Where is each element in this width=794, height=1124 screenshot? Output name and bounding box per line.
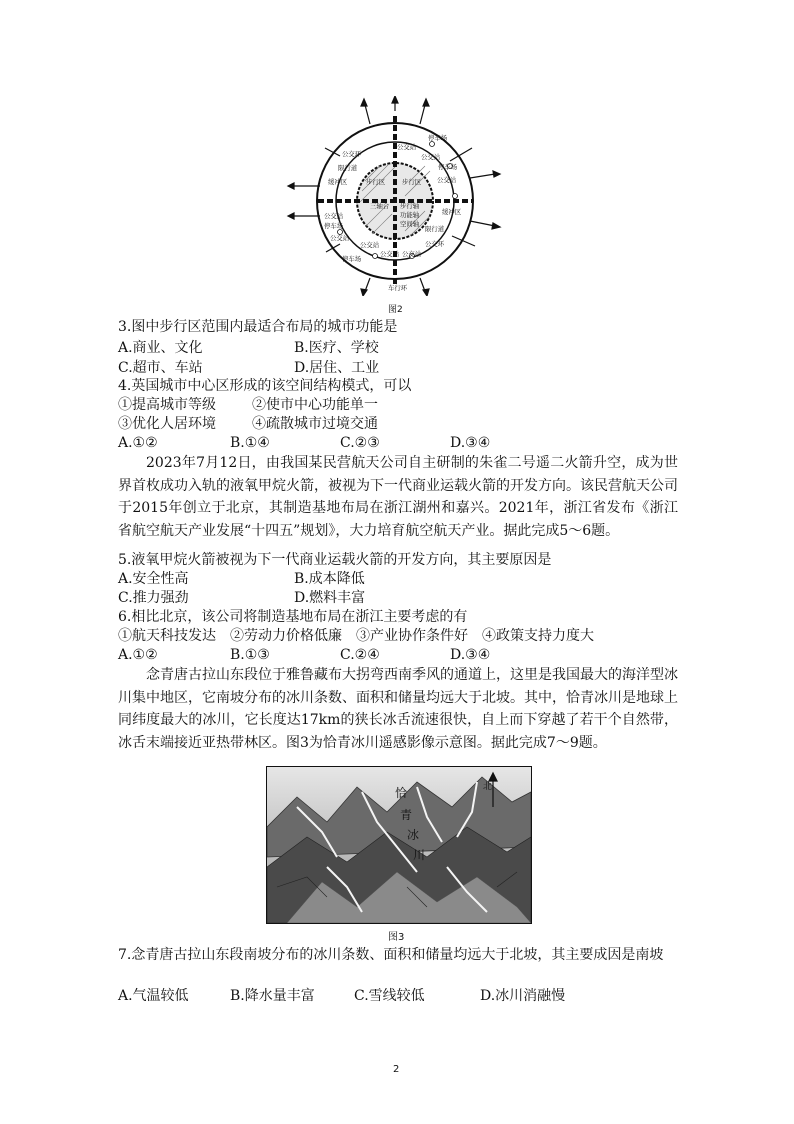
figure-3-satellite-image — [266, 766, 532, 924]
map-label-qia: 恰 — [395, 786, 408, 800]
label-parking-1: 停车场 — [428, 134, 448, 142]
q5-option-d[interactable]: D.燃料丰富 — [294, 590, 366, 606]
label-pedestrian-zone-1: 步行区 — [366, 178, 386, 186]
label-bus-ring-1: 公交环 — [342, 150, 362, 158]
q4-item-4: ④疏散城市过境交通 — [252, 416, 378, 432]
label-third-axis: 三轴合 — [370, 202, 390, 210]
label-buffer-zone-1: 缓冲区 — [328, 178, 348, 186]
q4-option-d[interactable]: D.③④ — [450, 435, 491, 451]
q4-option-c[interactable]: C.②③ — [340, 435, 380, 451]
q7-option-c[interactable]: C.雪线较低 — [354, 988, 425, 1004]
label-parking-3: 停车场 — [324, 222, 344, 230]
page-number: 2 — [393, 1064, 400, 1075]
label-bus-stop-4: 公交站 — [324, 212, 344, 220]
label-function-axis: 功能轴 — [400, 211, 420, 219]
q4-stem: 4.英国城市中心区形成的该空间结构模式，可以 — [118, 378, 412, 394]
passage-7-9: 念青唐古拉山东段位于雅鲁藏布大拐弯西南季风的通道上，这里是我国最大的海洋型冰川集中地区，它南坡分布的冰川条数、面积和储量均远大于北坡。其中，恰青冰川是地球上同纬度最大的冰川，它长度达17km的狭长冰舌流速很快，自上而下穿越了若干个自然带，冰舌末端接近亚热带林区。图3为恰青冰川遥感影像示意图。据此完成7～9题。 — [118, 667, 678, 751]
label-parking-4: 停车场 — [342, 255, 362, 263]
north-label: 北 — [483, 782, 493, 792]
map-label-qing: 青 — [400, 808, 413, 822]
label-bus-stop-5: 公交站 — [330, 234, 350, 242]
label-pedestrian-zone-2: 步行区 — [402, 178, 422, 186]
q5-stem: 5.液氧甲烷火箭被视为下一代商业运载火箭的开发方向，其主要原因是 — [118, 552, 552, 568]
map-label-bing: 冰 — [407, 828, 420, 842]
label-buffer-zone-2: 缓冲区 — [442, 208, 462, 216]
q6-items: ①航天科技发达 ②劳动力价格低廉 ③产业协作条件好 ④政策支持力度大 — [118, 628, 594, 644]
q7-option-a[interactable]: A.气温较低 — [118, 988, 189, 1004]
q6-option-a[interactable]: A.①② — [118, 647, 158, 663]
label-bus-stop-1: 公交站 — [397, 143, 417, 151]
label-restricted-road-1: 限行道 — [338, 164, 358, 172]
label-pedestrian-axis: 步行轴 — [400, 202, 420, 210]
passage-5-6: 2023年7月12日，由我国某民营航天公司自主研制的朱雀二号遥二火箭升空，成为世界首枚成功入轨的液氧甲烷火箭，被视为下一代商业运载火箭的开发方向。该民营航天公司于2015年创立于北京，其制造基地布局在浙江湖州和嘉兴。2021年，浙江省发布《浙江省航空航天产业发展“十四五”规划》，大力培育航空航天产业。据此完成5～6题。 — [118, 455, 678, 539]
figure-2-caption: 图2 — [388, 305, 403, 315]
label-parking-2: 停车场 — [438, 163, 458, 171]
label-space-axis: 空间轴 — [400, 220, 420, 228]
label-bus-stop-3: 公交站 — [437, 176, 457, 184]
label-car-ring: 车行环 — [388, 284, 408, 292]
q5-option-b[interactable]: B.成本降低 — [294, 571, 365, 587]
q4-item-1: ①提高城市等级 — [118, 397, 216, 413]
label-bus-stop-8: 公交站 — [402, 250, 422, 258]
q4-item-2: ②使市中心功能单一 — [252, 397, 378, 413]
q3-option-b[interactable]: B.医疗、学校 — [294, 340, 379, 356]
q4-option-a[interactable]: A.①② — [118, 435, 158, 451]
figure-3-caption: 图3 — [388, 932, 405, 943]
q4-option-b[interactable]: B.①④ — [230, 435, 270, 451]
label-bus-stop-7: 公交站 — [380, 250, 400, 258]
q4-item-3: ③优化人居环境 — [118, 416, 216, 432]
label-bus-stop-6: 公交站 — [360, 241, 380, 249]
q6-option-b[interactable]: B.①③ — [230, 647, 270, 663]
q6-option-c[interactable]: C.②④ — [340, 647, 380, 663]
q3-stem: 3.图中步行区范围内最适合布局的城市功能是 — [118, 319, 398, 335]
q3-option-d[interactable]: D.居住、工业 — [294, 360, 380, 376]
q7-option-b[interactable]: B.降水量丰富 — [230, 988, 315, 1004]
figure-2-diagram — [280, 96, 510, 296]
label-restricted-road-2: 限行道 — [425, 225, 445, 233]
q6-option-d[interactable]: D.③④ — [450, 647, 491, 663]
q7-option-d[interactable]: D.冰川消融慢 — [480, 988, 566, 1004]
q3-option-a[interactable]: A.商业、文化 — [118, 340, 203, 356]
label-bus-ring-2: 公交环 — [425, 240, 445, 248]
label-bus-stop-2: 公交站 — [421, 153, 441, 161]
q7-stem: 7.念青唐古拉山东段南坡分布的冰川条数、面积和储量均远大于北坡，其主要成因是南坡 — [118, 947, 664, 963]
q6-stem: 6.相比北京，该公司将制造基地布局在浙江主要考虑的有 — [118, 609, 468, 625]
q5-option-a[interactable]: A.安全性高 — [118, 571, 189, 587]
q5-option-c[interactable]: C.推力强劲 — [118, 590, 189, 606]
map-label-chuan: 川 — [413, 848, 426, 862]
q3-option-c[interactable]: C.超市、车站 — [118, 360, 203, 376]
